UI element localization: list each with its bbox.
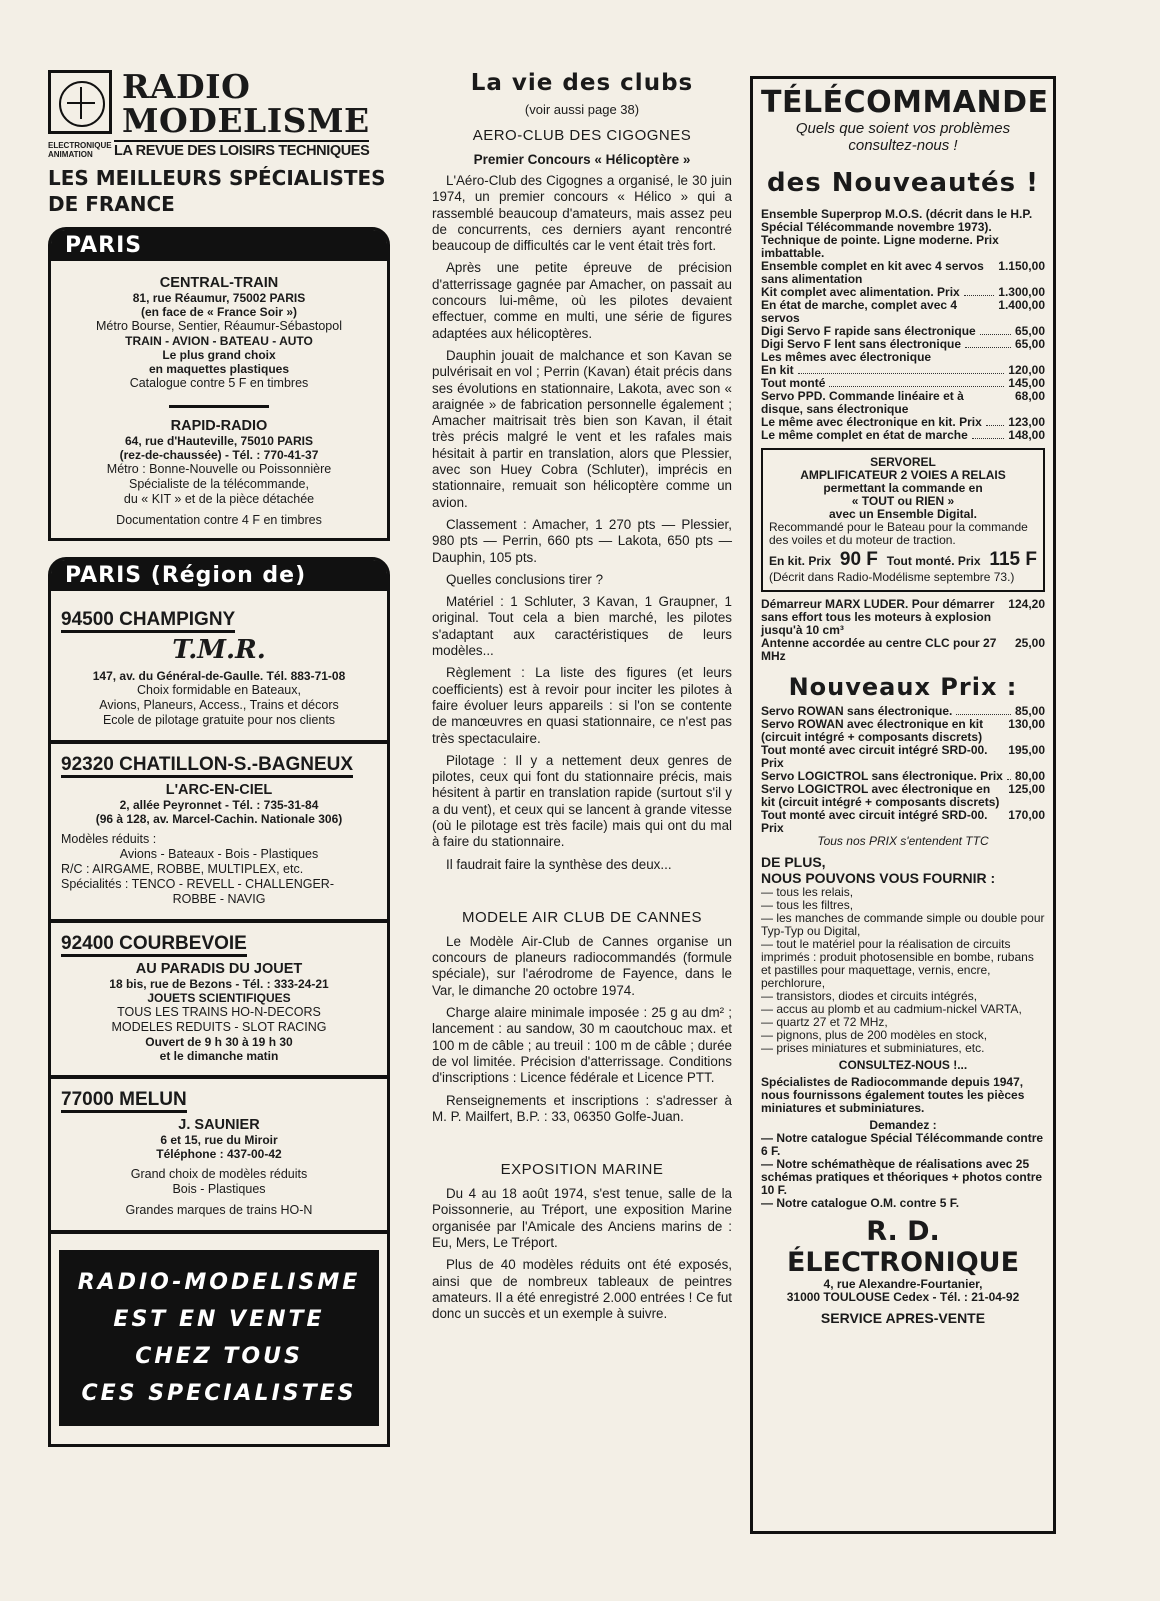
servorel-line: avec un Ensemble Digital. bbox=[828, 507, 978, 521]
shop-line: R/C : AIRGAME, ROBBE, MULTIPLEX, etc. bbox=[61, 862, 304, 876]
price-label: Kit complet avec alimentation. Prix bbox=[761, 285, 960, 299]
price-label: Les mêmes avec électronique bbox=[761, 350, 932, 364]
magazine-logo-icon bbox=[48, 70, 112, 134]
divider bbox=[51, 1230, 387, 1234]
shop-name: L'ARC-EN-CIEL bbox=[165, 782, 273, 798]
shop-line: Grand choix de modèles réduits bbox=[130, 1167, 308, 1181]
section-title: MODELE AIR CLUB DE CANNES bbox=[461, 908, 703, 926]
shop-line: Catalogue contre 5 F en timbres bbox=[129, 376, 309, 390]
nouveaux-prix-heading: Nouveaux Prix : bbox=[788, 673, 1018, 701]
shop-line: 6 et 15, rue du Miroir bbox=[160, 1133, 278, 1147]
brand-subline bbox=[48, 140, 390, 159]
shop-name: RAPID-RADIO bbox=[170, 418, 268, 434]
price-label: Tout monté bbox=[761, 376, 826, 390]
promo-banner bbox=[59, 1250, 379, 1426]
nouveautes-heading: des Nouveautés ! bbox=[767, 168, 1039, 198]
list-item: — tout le matériel pour la réalisation de circuits imprimés : produit photosensible en bombe, rubans et pastilles pour maquettage, vernis, encre, perchlorure, bbox=[761, 937, 1034, 990]
shop-line: du « KIT » et de la pièce détachée bbox=[123, 492, 315, 506]
divider bbox=[51, 740, 387, 744]
leader-dots bbox=[965, 338, 1011, 348]
company-name: R. D. ÉLECTRONIQUE bbox=[786, 1216, 1020, 1278]
price-value: 90 F bbox=[839, 549, 878, 570]
price-list bbox=[761, 260, 1045, 442]
left-column bbox=[48, 67, 390, 1447]
price-row bbox=[761, 598, 1045, 637]
price-value: 25,00 bbox=[1014, 636, 1045, 650]
article-paragraph: Charge alaire minimale imposée : 25 g au dm² ; lancement : au sandow, 30 m caoutchouc max. et 100 m de câble ; au treuil : 100 m de câble ; durée de vol limitée. Précision d'atterrissage. Conditions d'inscriptions : Licence fédérale et Licence PTT. bbox=[432, 1005, 732, 1086]
shop-line: (96 à 128, av. Marcel-Cachin. Nationale 306) bbox=[95, 812, 343, 826]
article-paragraph: Plus de 40 modèles réduits ont été exposés, ainsi que de nombreux tableaux de peintres amateurs. Il a été enregistré 2.000 entrées ! Ce fut donc un succès et un exemple à suivre. bbox=[432, 1257, 732, 1322]
shop-line: (rez-de-chaussée) - Tél. : 770-41-37 bbox=[119, 448, 319, 462]
section-title: AERO-CLUB DES CIGOGNES bbox=[472, 127, 692, 144]
servorel-line: « TOUT ou RIEN » bbox=[851, 494, 955, 508]
price-label: Digi Servo F rapide sans électronique bbox=[761, 324, 976, 338]
shop-name: AU PARADIS DU JOUET bbox=[135, 961, 303, 977]
shop-line: Métro : Bonne-Nouvelle ou Poissonnière bbox=[106, 462, 332, 476]
price-row bbox=[761, 351, 1045, 364]
ad-subtitle: consultez-nous ! bbox=[848, 137, 958, 154]
promo-line: CES SPECIALISTES bbox=[81, 1381, 357, 1406]
servorel-name: SERVOREL bbox=[870, 455, 936, 469]
shop-line: Le plus grand choix bbox=[162, 348, 276, 362]
servorel-line: Recommandé pour le Bateau pour la commande des voiles et du moteur de traction. bbox=[769, 520, 1028, 547]
region-box bbox=[48, 557, 390, 1447]
list-item: — tous les filtres, bbox=[761, 898, 854, 912]
leader-dots bbox=[964, 286, 995, 296]
supply-list bbox=[761, 886, 1045, 1055]
price-value: 145,00 bbox=[1008, 376, 1045, 390]
shop-line: (en face de « France Soir ») bbox=[140, 305, 298, 319]
shop-line: JOUETS SCIENTIFIQUES bbox=[147, 991, 291, 1005]
price-label: En kit. Prix bbox=[769, 554, 832, 568]
price-value: 85,00 bbox=[1014, 704, 1045, 718]
region-title: 77000 MELUN bbox=[61, 1089, 377, 1111]
list-item: — pignons, plus de 200 modèles en stock, bbox=[761, 1028, 988, 1042]
leader-dots bbox=[829, 377, 1004, 387]
middle-column bbox=[432, 70, 732, 1329]
price-value: 125,00 bbox=[1008, 782, 1045, 796]
article-paragraph: Le Modèle Air-Club de Cannes organise un concours de planeurs radiocommandés (formule spéciale), sur l'aérodrome de Fayence, dans le Var, le dimanche 20 octobre 1974. bbox=[432, 933, 732, 998]
shop-line: Spécialités : TENCO - REVELL - CHALLENGER- bbox=[61, 877, 334, 891]
company-address: 4, rue Alexandre-Fourtanier, bbox=[823, 1277, 983, 1291]
price-label: Tout monté. Prix bbox=[886, 554, 981, 568]
masthead bbox=[48, 67, 390, 140]
price-label: Tout monté avec circuit intégré SRD-00. Prix bbox=[761, 743, 988, 770]
shop-line: Avions, Planeurs, Access., Trains et décors bbox=[99, 698, 339, 712]
price-value: 1.150,00 bbox=[998, 259, 1045, 273]
article-paragraph: Pilotage : Il y a nettement deux genres de pilotes, ceux qui font du stationnaire précis, mais hésitent à partir en translation rapide (surtout s'il y a du vent), et ceux qui se lancent à grande vitesse (où le pilotage est très facile) mais qui ont du mal à faire du stationnaire. bbox=[432, 752, 732, 850]
article-paragraph: L'Aéro-Club des Cigognes a organisé, le 30 juin 1974, un premier concours « Hélico » qui a rassemblé beaucoup d'amateurs, mais assez peu de concurrents, ces derniers ayant rencontré beaucoup de difficultés car le vent était très fort. bbox=[432, 173, 732, 254]
section-title: EXPOSITION MARINE bbox=[500, 1161, 664, 1179]
price-label: Servo LOGICTROL avec électronique en kit (circuit intégré + composants discrets) bbox=[761, 782, 1000, 809]
shop-line: et le dimanche matin bbox=[159, 1049, 279, 1063]
price-row bbox=[761, 809, 1045, 835]
price-value: 1.300,00 bbox=[998, 285, 1045, 299]
shop-line: ROBBE - NAVIG bbox=[172, 892, 266, 906]
article-paragraph: Du 4 au 18 août 1974, s'est tenue, salle de la Poissonnerie, au Tréport, une exposition Marine organisée par l'Amicale des Anciens marins de : Eu, Mers, Le Tréport. bbox=[432, 1186, 732, 1251]
divider bbox=[51, 919, 387, 923]
region-title: 94500 CHAMPIGNY bbox=[61, 609, 377, 631]
article-paragraph: Après une petite épreuve de précision d'atterrissage gagnée par Amacher, on passait au concours lui-même, où les pilotes devaient effectuer, comme en multi, une série de figures adaptées aux hélicoptères. bbox=[432, 260, 732, 341]
ad-title: TÉLÉCOMMANDE bbox=[761, 85, 1049, 120]
price-value: 120,00 bbox=[1008, 363, 1045, 377]
telecommande-ad bbox=[750, 76, 1056, 1534]
region-title: 92320 CHATILLON-S.-BAGNEUX bbox=[61, 754, 377, 776]
price-value: 68,00 bbox=[1014, 389, 1045, 403]
article-paragraph: Il faudrait faire la synthèse des deux... bbox=[446, 856, 672, 872]
list-item: — tous les relais, bbox=[761, 885, 854, 899]
shop-line: TRAIN - AVION - BATEAU - AUTO bbox=[125, 334, 313, 348]
leader-dots bbox=[980, 325, 1011, 335]
specialistes-heading bbox=[48, 165, 390, 217]
shop-line: en maquettes plastiques bbox=[148, 362, 290, 376]
page-title: La vie des clubs bbox=[470, 70, 694, 96]
promo-line: CHEZ TOUS bbox=[135, 1344, 303, 1369]
price-row bbox=[761, 429, 1045, 442]
price-row bbox=[761, 260, 1045, 286]
specialistes-line2: DE FRANCE bbox=[48, 192, 175, 216]
list-item: — transistors, diodes et circuits intégrés, bbox=[761, 989, 978, 1003]
leader-dots bbox=[956, 705, 1011, 715]
list-item: — prises miniatures et subminiatures, etc. bbox=[761, 1041, 985, 1055]
price-row bbox=[761, 718, 1045, 744]
specialist-note: Spécialistes de Radiocommande depuis 1947, nous fournissons également toutes les pièces miniatures et subminiatures. bbox=[761, 1075, 1025, 1115]
shop-line: Spécialiste de la télécommande, bbox=[129, 477, 309, 491]
price-list bbox=[761, 598, 1045, 663]
servorel-line: AMPLIFICATEUR 2 VOIES A RELAIS bbox=[800, 468, 1006, 482]
region-title: 92400 COURBEVOIE bbox=[61, 933, 377, 955]
leader-dots bbox=[798, 364, 1005, 374]
list-item: — quartz 27 et 72 MHz, bbox=[761, 1015, 888, 1029]
brand bbox=[122, 67, 370, 140]
price-label: Ensemble complet en kit avec 4 servos sans alimentation bbox=[761, 259, 984, 286]
price-value: 124,20 bbox=[1008, 597, 1045, 611]
demandez-heading: Demandez : bbox=[869, 1118, 937, 1132]
brand-revue: LA REVUE DES LOISIRS TECHNIQUES bbox=[114, 140, 369, 159]
price-row bbox=[761, 783, 1045, 809]
promo-line: EST EN VENTE bbox=[113, 1307, 325, 1332]
article-paragraph: Renseignements et inscriptions : s'adresser à M. P. Mailfert, B.P. : 33, 06350 Golfe-Juan. bbox=[432, 1092, 732, 1124]
leader-dots bbox=[1007, 770, 1011, 780]
paris-heading: PARIS bbox=[51, 230, 387, 261]
shop-line: Téléphone : 437-00-42 bbox=[156, 1147, 282, 1161]
leader-dots bbox=[986, 416, 1005, 426]
price-value: 65,00 bbox=[1014, 324, 1045, 338]
price-label: Digi Servo F lent sans électronique bbox=[761, 337, 962, 351]
specialistes-line1: LES MEILLEURS SPÉCIALISTES bbox=[48, 166, 386, 190]
shop-line: Grandes marques de trains HO-N bbox=[125, 1203, 313, 1217]
section-subtitle: Premier Concours « Hélicoptère » bbox=[473, 152, 691, 167]
region-heading: PARIS (Région de) bbox=[51, 560, 387, 591]
price-row bbox=[761, 299, 1045, 325]
article-paragraph: Règlement : La liste des figures (et leurs coefficients) est à revoir pour inciter les pilotes à faire évoluer leurs appareils : si l'on se contente de manœuvres en quasi stationnaire, ce n'est pas très spectaculaire. bbox=[432, 665, 732, 746]
servorel-line: permettant la commande en bbox=[823, 481, 983, 495]
price-label: Démarreur MARX LUDER. Pour démarrer sans effort tous les moteurs à explosion jusqu'à 10 cm³ bbox=[761, 597, 995, 637]
article-paragraph: Matériel : 1 Schluter, 3 Kavan, 1 Graupner, 1 original. Tout cela a bien marché, les pilotes s'adaptant aux caractéristiques de leurs modèles... bbox=[432, 594, 732, 659]
brand-line1: RADIO bbox=[122, 67, 251, 106]
article-paragraph: Quelles conclusions tirer ? bbox=[446, 571, 604, 587]
shop-line: Ecole de pilotage gratuite pour nos clients bbox=[102, 713, 336, 727]
price-label: En état de marche, complet avec 4 servos bbox=[761, 298, 958, 325]
shop-line: MODELES REDUITS - SLOT RACING bbox=[111, 1020, 327, 1034]
shop-line: Documentation contre 4 F en timbres bbox=[116, 513, 322, 527]
price-value: 195,00 bbox=[1008, 743, 1045, 757]
deplus-heading: DE PLUS, bbox=[761, 854, 826, 870]
shop-line: 18 bis, rue de Bezons - Tél. : 333-24-21 bbox=[109, 977, 329, 991]
servorel-note: (Décrit dans Radio-Modélisme septembre 73.) bbox=[769, 570, 1015, 584]
article-paragraph: Classement : Amacher, 1 270 pts — Plessier, 980 pts — Perrin, 660 pts — Lakota, 650 pts — Dauphin, 105 pts. bbox=[432, 516, 732, 565]
shop-line: TOUS LES TRAINS HO-N-DECORS bbox=[117, 1005, 321, 1019]
price-label: Servo ROWAN sans électronique. bbox=[761, 704, 953, 718]
shop-line: Avions - Bateaux - Bois - Plastiques bbox=[119, 847, 319, 861]
price-label: Servo LOGICTROL sans électronique. Prix bbox=[761, 769, 1003, 783]
company-address: 31000 TOULOUSE Cedex - Tél. : 21-04-92 bbox=[786, 1290, 1020, 1304]
shop-line: 81, rue Réaumur, 75002 PARIS bbox=[132, 291, 306, 305]
deplus-heading: NOUS POUVONS VOUS FOURNIR : bbox=[761, 870, 996, 886]
list-item: — Notre schémathèque de réalisations avec 25 schémas pratiques et théoriques + photos contre 10 F. bbox=[761, 1157, 1043, 1197]
price-value: 65,00 bbox=[1014, 337, 1045, 351]
servorel-prices bbox=[769, 549, 1037, 571]
price-value: 80,00 bbox=[1014, 769, 1045, 783]
shop-name: T.M.R. bbox=[172, 635, 266, 665]
promo-line: RADIO-MODELISME bbox=[77, 1270, 361, 1295]
shop-name: J. SAUNIER bbox=[178, 1117, 260, 1133]
price-value: 148,00 bbox=[1008, 428, 1045, 442]
price-row bbox=[761, 744, 1045, 770]
divider bbox=[169, 405, 269, 408]
shop-name: CENTRAL-TRAIN bbox=[159, 275, 279, 291]
price-value: 170,00 bbox=[1008, 808, 1045, 822]
price-label: En kit bbox=[761, 363, 794, 377]
list-item: — les manches de commande simple ou double pour Typ-Typ ou Digital, bbox=[761, 911, 1045, 938]
price-label: Le même avec électronique en kit. Prix bbox=[761, 415, 982, 429]
list-item: — Notre catalogue Spécial Télécommande contre 6 F. bbox=[761, 1131, 1044, 1158]
demandez-list bbox=[761, 1132, 1045, 1210]
list-item: — Notre catalogue O.M. contre 5 F. bbox=[761, 1196, 960, 1210]
consultez: CONSULTEZ-NOUS !... bbox=[838, 1058, 968, 1072]
paris-box bbox=[48, 227, 390, 541]
shop-line: Choix formidable en Bateaux, bbox=[137, 683, 301, 697]
shop-line: Modèles réduits : bbox=[61, 832, 157, 846]
ad-intro: Ensemble Superprop M.O.S. (décrit dans le H.P. Spécial Télécommande novembre 1973). Technique de pointe. Ligne moderne. Prix imbattable. bbox=[761, 207, 1033, 260]
divider bbox=[51, 1075, 387, 1079]
brand-small: ELECTRONIQUE ANIMATION bbox=[48, 140, 112, 159]
price-label: Tout monté avec circuit intégré SRD-00. Prix bbox=[761, 808, 988, 835]
shop-line: 2, allée Peyronnet - Tél. : 735-31-84 bbox=[119, 798, 319, 812]
ttc-note: Tous nos PRIX s'entendent TTC bbox=[817, 834, 989, 848]
price-label: Antenne accordée au centre CLC pour 27 MHz bbox=[761, 636, 997, 663]
page-subtitle: (voir aussi page 38) bbox=[524, 102, 640, 117]
price-row bbox=[761, 637, 1045, 663]
price-value: 115 F bbox=[989, 549, 1037, 570]
shop-line: 147, av. du Général-de-Gaulle. Tél. 883-71-08 bbox=[92, 669, 346, 683]
ad-subtitle: Quels que soient vos problèmes bbox=[795, 120, 1011, 137]
price-label: Servo PPD. Commande linéaire et à disque, sans électronique bbox=[761, 389, 964, 416]
shop-line: 64, rue d'Hauteville, 75010 PARIS bbox=[124, 434, 314, 448]
price-row bbox=[761, 390, 1045, 416]
price-value: 130,00 bbox=[1008, 717, 1045, 731]
service-label: SERVICE APRES-VENTE bbox=[820, 1310, 986, 1326]
brand-line2: MODELISME bbox=[122, 101, 370, 140]
price-value: 1.400,00 bbox=[998, 298, 1045, 312]
price-value: 123,00 bbox=[1008, 415, 1045, 429]
servorel-box bbox=[761, 448, 1045, 592]
shop-line: Ouvert de 9 h 30 à 19 h 30 bbox=[145, 1035, 293, 1049]
price-label: Servo ROWAN avec électronique en kit (circuit intégré + composants discrets) bbox=[761, 717, 984, 744]
price-label: Le même complet en état de marche bbox=[761, 428, 968, 442]
list-item: — accus au plomb et au cadmium-nickel VARTA, bbox=[761, 1002, 1022, 1016]
article-paragraph: Dauphin jouait de malchance et son Kavan se pulvérisait en vol ; Perrin (Kavan) était précis dans ses évolutions en stationnaire, Lakota, avec son « araignée » de fabrication personnelle également ; Amacher maitrisait très bien son Kavan, il était très précis malgré le vent et les rafales mais hésitait à partir en translation, alors que Plessier, avec son Huey Cobra (Schluter), imprécis en stationnaire, remuait son hélicoptère comme un avion. bbox=[432, 347, 732, 510]
shop-line: Bois - Plastiques bbox=[172, 1182, 266, 1196]
leader-dots bbox=[972, 429, 1005, 439]
price-list bbox=[761, 705, 1045, 835]
shop-line: Métro Bourse, Sentier, Réaumur-Sébastopol bbox=[96, 319, 342, 333]
